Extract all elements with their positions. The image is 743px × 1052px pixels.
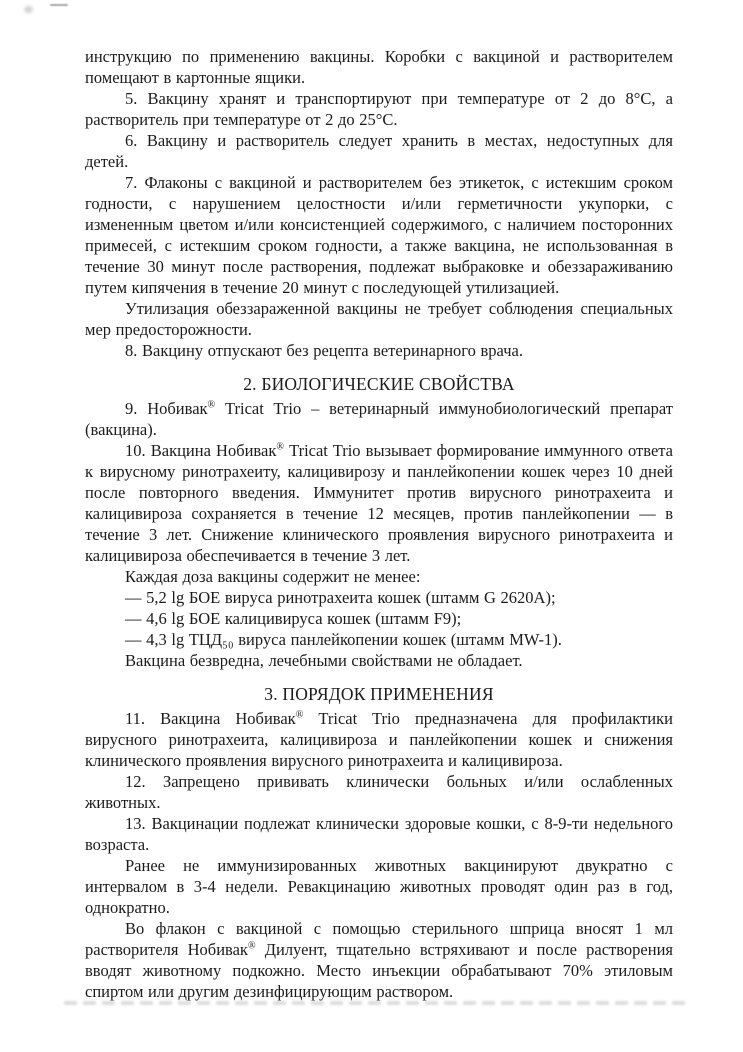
document-text-block (85, 46, 673, 1002)
registered-trademark-symbol: ® (207, 399, 216, 411)
registered-trademark-symbol: ® (247, 940, 256, 952)
paragraph: Во флакон с вакциной с помощью стерильного шприца вносят 1 мл растворителя Нобивак® Дилуент, тщательно встряхивают и после растворения вводят животному подкожно. Место инъекции обрабатывают 70% этиловым спиртом или другим дезинфицирующим раствором. (85, 919, 673, 1001)
section-heading: 3. ПОРЯДОК ПРИМЕНЕНИЯ (264, 684, 494, 704)
paragraph: Вакцина безвредна, лечебными свойствами не обладает. (125, 651, 523, 670)
registered-trademark-symbol: ® (295, 709, 304, 721)
paragraph: Ранее не иммунизированных животных вакцинируют двукратно с интервалом в 3-4 недели. Ревакцинацию животных проводят один раз в год, однократно. (85, 856, 673, 917)
paragraph: 7. Флаконы с вакциной и растворителем без этикеток, с истекшим сроком годности, с нарушением целостности и/или герметичности укупорки, с измененным цветом и/или консистенцией содержимого, с наличием посторонних примесей, с истекшим сроком годности, а также вакцина, не использованная в течение 30 минут после растворения, подлежат выбраковке и обеззараживанию путем кипячения в течение 20 минут с последующей утилизацией. (85, 173, 673, 297)
list-item: — 4,3 lg ТЦД₅₀ вируса панлейкопении кошек (штамм MW-1). (125, 630, 562, 649)
scan-dash-mark (50, 4, 68, 6)
paragraph: инструкцию по применению вакцины. Коробки с вакциной и растворителем помещают в картонные ящики. (85, 47, 673, 87)
paragraph: 8. Вакцину отпускают без рецепта ветеринарного врача. (125, 341, 523, 360)
paragraph: 5. Вакцину хранят и транспортируют при температуре от 2 до 8°С, а растворитель при температуре от 2 до 25°С. (85, 89, 673, 129)
paragraph: 6. Вакцину и растворитель следует хранить в местах, недоступных для детей. (85, 131, 673, 171)
paragraph: 13. Вакцинации подлежат клинически здоровые кошки, с 8-9-ти недельного возраста. (85, 814, 673, 854)
paragraph: Каждая доза вакцины содержит не менее: (125, 567, 421, 586)
scan-smudge-mark (24, 6, 33, 13)
list-item: — 4,6 lg БОЕ калицивируса кошек (штамм F9); (125, 609, 462, 628)
section-heading: 2. БИОЛОГИЧЕСКИЕ СВОЙСТВА (243, 374, 515, 394)
paragraph: Утилизация обеззараженной вакцины не требует соблюдения специальных мер предосторожности. (85, 299, 673, 339)
bleed-through-line (64, 1001, 686, 1005)
paragraph: 10. Вакцина Нобивак® Tricat Trio вызывает формирование иммунного ответа к вирусному ринотрахеиту, калицивирозу и панлейкопении кошек через 10 дней после повторного введения. Иммунитет против вирусного ринотрахеита и калицивироза сохраняется в течение 12 месяцев, против панлейкопении — в течение 3 лет. Снижение клинического проявления вирусного ринотрахеита и калицивироза обеспечивается в течение 3 лет. (85, 441, 673, 565)
registered-trademark-symbol: ® (276, 441, 284, 453)
list-item: — 5,2 lg БОЕ вируса ринотрахеита кошек (штамм G 2620A); (125, 588, 556, 607)
paragraph: 9. Нобивак® Tricat Trio – ветеринарный иммунобиологический препарат (вакцина). (85, 399, 673, 439)
paragraph: 12. Запрещено прививать клинически больных и/или ослабленных животных. (85, 772, 673, 812)
paragraph: 11. Вакцина Нобивак® Tricat Trio предназначена для профилактики вирусного ринотрахеита, калицивироза и панлейкопении кошек и снижения клинического проявления вирусного ринотрахеита и калицивироза. (85, 709, 673, 770)
